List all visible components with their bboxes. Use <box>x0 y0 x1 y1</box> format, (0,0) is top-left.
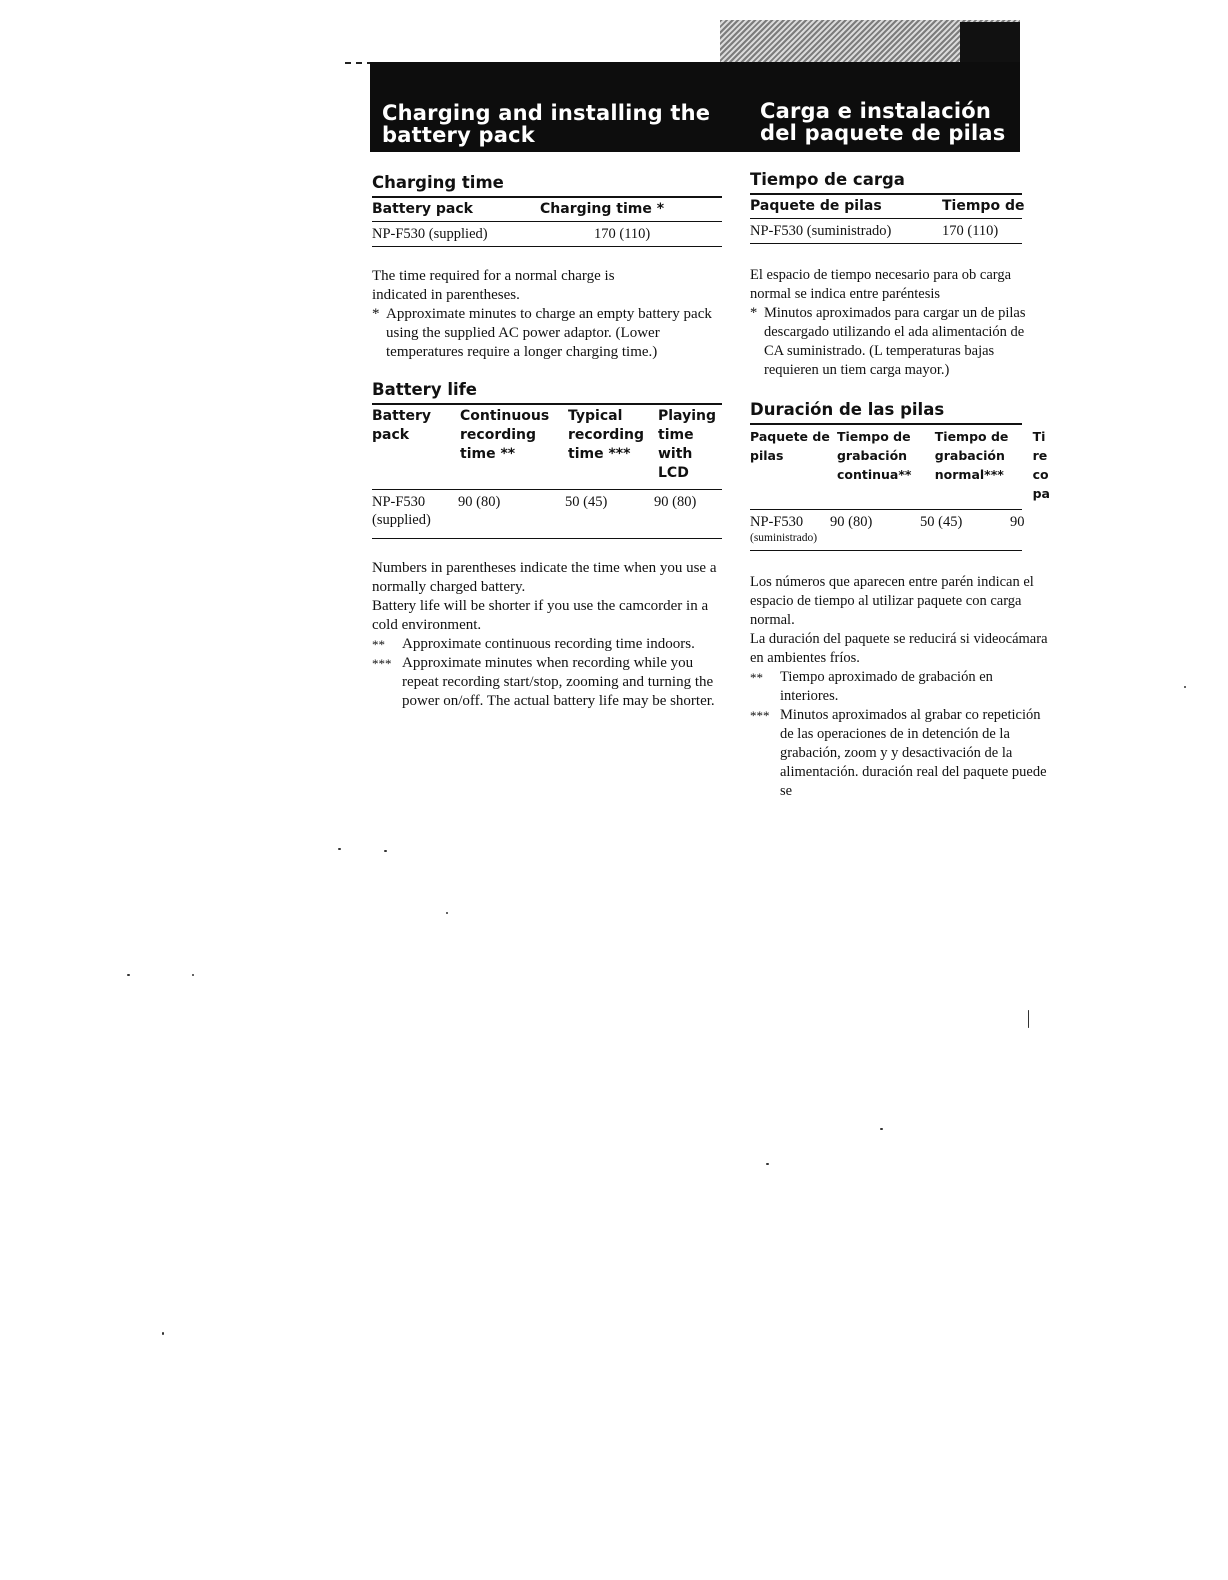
column-header: Paquete de pilas <box>750 198 882 214</box>
table-header-row <box>372 198 722 221</box>
column-header: Charging time * <box>540 201 665 217</box>
section-heading-duracion: Duración de las pilas <box>750 400 945 419</box>
table-cell: NP-F530 (supplied) <box>372 226 488 242</box>
footnote-marker: ** <box>372 637 385 652</box>
carga-notes <box>750 266 1040 380</box>
table-bottom-rule <box>372 538 722 539</box>
footnote-marker: * <box>750 305 758 321</box>
body-text: Numbers in parentheses indicate the time when you use a normally charged battery. <box>372 560 717 595</box>
scan-speck <box>1028 1010 1029 1028</box>
table-bottom-rule <box>372 246 722 247</box>
tiempo-carga-table <box>750 195 1050 218</box>
scan-speck <box>338 848 341 850</box>
table-cell: 90 (80) <box>830 514 873 530</box>
body-text: La duración del paquete se reducirá si videocámara en ambientes fríos. <box>750 631 1048 666</box>
column-header: Tiempo de grabación normal*** <box>934 429 1009 482</box>
table-row <box>372 222 722 246</box>
footnote-text: Approximate continuous recording time indoors. <box>402 636 695 652</box>
table-header-row <box>750 195 1050 218</box>
table-header-row <box>750 425 1050 505</box>
cell-supplied: (suministrado) <box>750 532 818 544</box>
scan-speck <box>384 850 387 852</box>
section-heading-charging-time: Charging time <box>372 173 504 192</box>
table-cell: NP-F530 (supplied) <box>372 494 431 528</box>
scan-speck <box>880 1128 883 1130</box>
footnote-text: Tiempo aproximado de grabación en interiores. <box>780 669 993 704</box>
table-cell: NP-F530 (suministrado) <box>750 223 892 239</box>
scan-speck <box>446 912 448 914</box>
footnote-text: Approximate minutes when recording while you repeat recording start/stop, zooming and turning the power on/off. The actual battery life may be shorter. <box>402 655 715 709</box>
battery-life-table <box>372 405 722 485</box>
charging-notes <box>372 267 722 362</box>
charging-time-table <box>372 198 722 221</box>
column-header: Paquete de pilas <box>750 429 830 463</box>
cell-model: NP-F530 <box>750 514 804 530</box>
column-header: Tiempo de grabación continua** <box>836 429 912 482</box>
footnote-text: Minutos aproximados para cargar un de pilas descargado utilizando el ada alimentación de CA suministrado. (L temperaturas bajas requieren un tiem carga mayor.) <box>764 305 1026 378</box>
column-header: Ti re co pa <box>1032 429 1050 501</box>
footnote-text: Approximate minutes to charge an empty battery pack using the supplied AC power adaptor. (Lower temperatures require a longer charging time.) <box>386 306 712 360</box>
column-header: Battery pack <box>372 201 473 217</box>
column-header: Continuous recording time ** <box>460 408 550 462</box>
column-header: Typical recording time *** <box>568 408 645 462</box>
table-cell: 50 (45) <box>565 494 608 510</box>
table-bottom-rule <box>750 243 1022 244</box>
footnote <box>750 304 1040 380</box>
footnote <box>372 654 722 711</box>
table-row <box>372 490 722 532</box>
footnote <box>750 668 1050 706</box>
body-text: Battery life will be shorter if you use the camcorder in a cold environment. <box>372 598 709 633</box>
footnote-marker: *** <box>372 656 392 671</box>
footnote-marker: *** <box>750 708 770 723</box>
table-cell: 170 (110) <box>942 223 999 239</box>
table-header-row <box>372 405 722 485</box>
footnote <box>372 635 722 654</box>
table-row <box>750 510 1050 548</box>
tiempo-carga-table-body <box>750 219 1050 243</box>
table-cell: 90 (80) <box>458 494 501 510</box>
page-title-en: Charging and installing the battery pack <box>382 101 711 147</box>
table-cell: 50 (45) <box>920 514 963 530</box>
scan-speck <box>162 1332 164 1335</box>
column-header: Tiempo de <box>942 198 1025 214</box>
column-header: Battery pack <box>372 408 432 443</box>
scan-speck <box>1184 686 1186 688</box>
section-heading-tiempo-de-carga: Tiempo de carga <box>750 170 905 189</box>
body-text: The time required for a normal charge is indicated in parentheses. <box>372 268 615 303</box>
table-cell: 90 (80) <box>654 494 697 510</box>
footnote <box>372 305 722 362</box>
battery-life-table-body <box>372 490 722 532</box>
duracion-table-body <box>750 510 1050 548</box>
body-text: Los números que aparecen entre parén indican el espacio de tiempo al utilizar paquete con carga normal. <box>750 574 1034 628</box>
table-cell: 170 (110) <box>594 226 651 242</box>
spanish-column <box>750 170 1050 830</box>
table-cell: 90 <box>1010 514 1025 530</box>
charging-time-table-body <box>372 222 722 246</box>
scan-speck <box>127 974 130 976</box>
section-heading-battery-life: Battery life <box>372 380 477 399</box>
body-text: El espacio de tiempo necesario para ob carga normal se indica entre paréntesis <box>750 267 1012 302</box>
english-column <box>372 173 722 711</box>
footnote-text: Minutos aproximados al grabar co repetición de las operaciones de in detención de la grabación, zoom y y desactivación de la alimentación. duración real del paquete puede se <box>780 707 1047 799</box>
scan-speck <box>192 974 194 976</box>
footnote <box>750 706 1050 801</box>
scan-speck <box>766 1163 769 1165</box>
footnote-marker: ** <box>750 670 763 685</box>
duracion-notes <box>750 573 1050 801</box>
table-cell <box>750 510 830 548</box>
battery-notes <box>372 559 722 711</box>
duracion-table <box>750 425 1050 505</box>
page-title-es: Carga e instalación del paquete de pilas <box>760 99 1006 145</box>
table-row <box>750 219 1050 243</box>
footnote-marker: * <box>372 306 380 322</box>
column-header: Playing time with LCD <box>658 408 716 481</box>
header-scan-corner <box>960 22 1020 64</box>
table-bottom-rule <box>750 550 1022 551</box>
